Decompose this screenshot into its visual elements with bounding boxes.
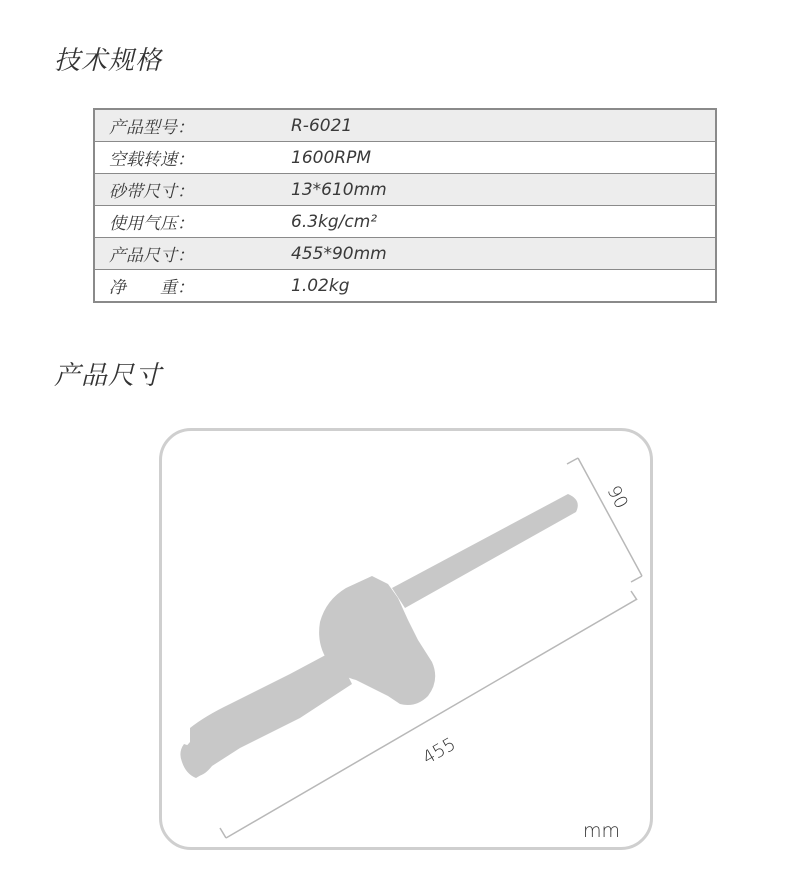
spec-label: 净 重： <box>94 270 291 303</box>
spec-label: 使用气压： <box>94 206 291 238</box>
belt-sander-silhouette <box>180 494 577 778</box>
unit-label: mm <box>583 820 621 842</box>
spec-value: 1.02kg <box>291 270 716 303</box>
spec-value: 1600RPM <box>291 142 716 174</box>
spec-value: 13*610mm <box>291 174 716 206</box>
length-dimension-label: 455 <box>419 733 460 769</box>
spec-value: 6.3kg/cm² <box>291 206 716 238</box>
spec-label: 产品尺寸： <box>94 238 291 270</box>
spec-label: 砂带尺寸： <box>94 174 291 206</box>
spec-label: 产品型号： <box>94 109 291 142</box>
height-dimension-label: 90 <box>602 482 632 513</box>
specs-section-title: 技术规格 <box>54 46 163 76</box>
spec-value: R-6021 <box>291 109 716 142</box>
height-dimension <box>567 458 642 582</box>
size-section-title: 产品尺寸 <box>54 361 163 391</box>
spec-value: 455*90mm <box>291 238 716 270</box>
spec-label: 空载转速： <box>94 142 291 174</box>
belt-arm <box>392 494 578 608</box>
handle <box>183 650 352 776</box>
